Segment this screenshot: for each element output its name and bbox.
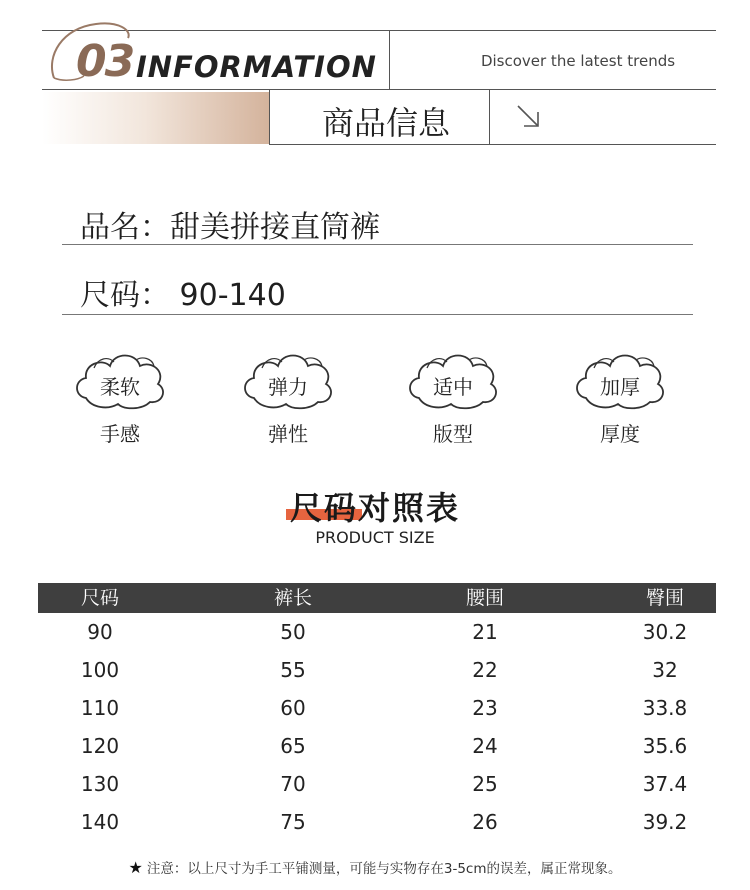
feature-sub-label: 厚度 — [600, 422, 640, 446]
table-header-cell: 腰围 — [465, 587, 504, 609]
table-cell: 35.6 — [642, 734, 688, 758]
table-cell: 37.4 — [642, 772, 688, 796]
chart-title: 尺码对照表 — [289, 489, 460, 527]
table-cell: 30.2 — [642, 620, 688, 644]
table-cell: 130 — [80, 772, 120, 796]
product-name-rule — [62, 244, 693, 245]
star-icon: ★ — [128, 858, 143, 877]
table-cell: 24 — [472, 734, 498, 758]
table-cell: 23 — [472, 696, 498, 720]
table-cell: 39.2 — [642, 810, 688, 834]
header-divider-1 — [389, 30, 390, 89]
arrow-down-right-icon — [513, 102, 543, 132]
table-cell: 55 — [280, 658, 306, 682]
header-bottom-rule — [269, 144, 716, 145]
product-name: 品名：甜美拼接直筒裤 — [80, 210, 380, 245]
table-cell: 25 — [472, 772, 498, 796]
table-header-cell: 裤长 — [273, 587, 312, 609]
table-cell: 70 — [280, 772, 306, 796]
table-cell: 65 — [280, 734, 306, 758]
table-row — [38, 803, 716, 841]
header-middle-rule — [42, 89, 716, 90]
gradient-bar — [42, 92, 269, 144]
size-table — [38, 583, 716, 841]
table-row — [38, 727, 716, 765]
header-top-rule — [42, 30, 716, 31]
feature-label: 加厚 — [600, 375, 640, 399]
note-text: 注意：以上尺寸为手工平铺测量，可能与实物存在3-5cm的误差，属正常现象。 — [146, 861, 622, 877]
table-cell: 100 — [80, 658, 120, 682]
chart-subtitle: PRODUCT SIZE — [315, 528, 435, 547]
table-cell: 33.8 — [642, 696, 688, 720]
table-cell: 75 — [280, 810, 306, 834]
table-cell: 110 — [80, 696, 120, 720]
table-row — [38, 651, 716, 689]
feature-sub-label: 弹性 — [268, 422, 308, 446]
feature-softness — [72, 346, 168, 446]
tagline: Discover the latest trends — [480, 52, 676, 70]
feature-label: 弹力 — [268, 375, 308, 399]
section-title: INFORMATION — [136, 50, 377, 84]
table-cell: 140 — [80, 810, 120, 834]
table-header-row — [38, 583, 716, 613]
feature-sub-label: 手感 — [100, 422, 140, 446]
cn-title: 商品信息 — [321, 104, 450, 142]
feature-elasticity — [240, 346, 336, 446]
feature-label: 柔软 — [100, 375, 140, 399]
table-cell: 32 — [652, 658, 678, 682]
product-size-rule — [62, 314, 693, 315]
table-row — [38, 689, 716, 727]
feature-thickness — [572, 346, 668, 446]
table-row — [38, 765, 716, 803]
table-cell: 50 — [280, 620, 306, 644]
table-cell: 26 — [472, 810, 498, 834]
feature-fit — [405, 346, 501, 446]
table-cell: 120 — [80, 734, 120, 758]
table-header-cell: 臀围 — [645, 587, 684, 609]
product-size: 尺码： 90-140 — [80, 278, 286, 313]
measurement-note — [0, 857, 750, 877]
feature-label: 适中 — [433, 375, 473, 399]
table-cell: 90 — [87, 620, 113, 644]
table-cell: 21 — [472, 620, 498, 644]
table-cell: 60 — [280, 696, 306, 720]
table-cell: 22 — [472, 658, 498, 682]
table-row — [38, 613, 716, 651]
section-number: 03 — [76, 36, 134, 87]
feature-sub-label: 版型 — [433, 422, 473, 446]
table-header-cell: 尺码 — [80, 587, 119, 609]
